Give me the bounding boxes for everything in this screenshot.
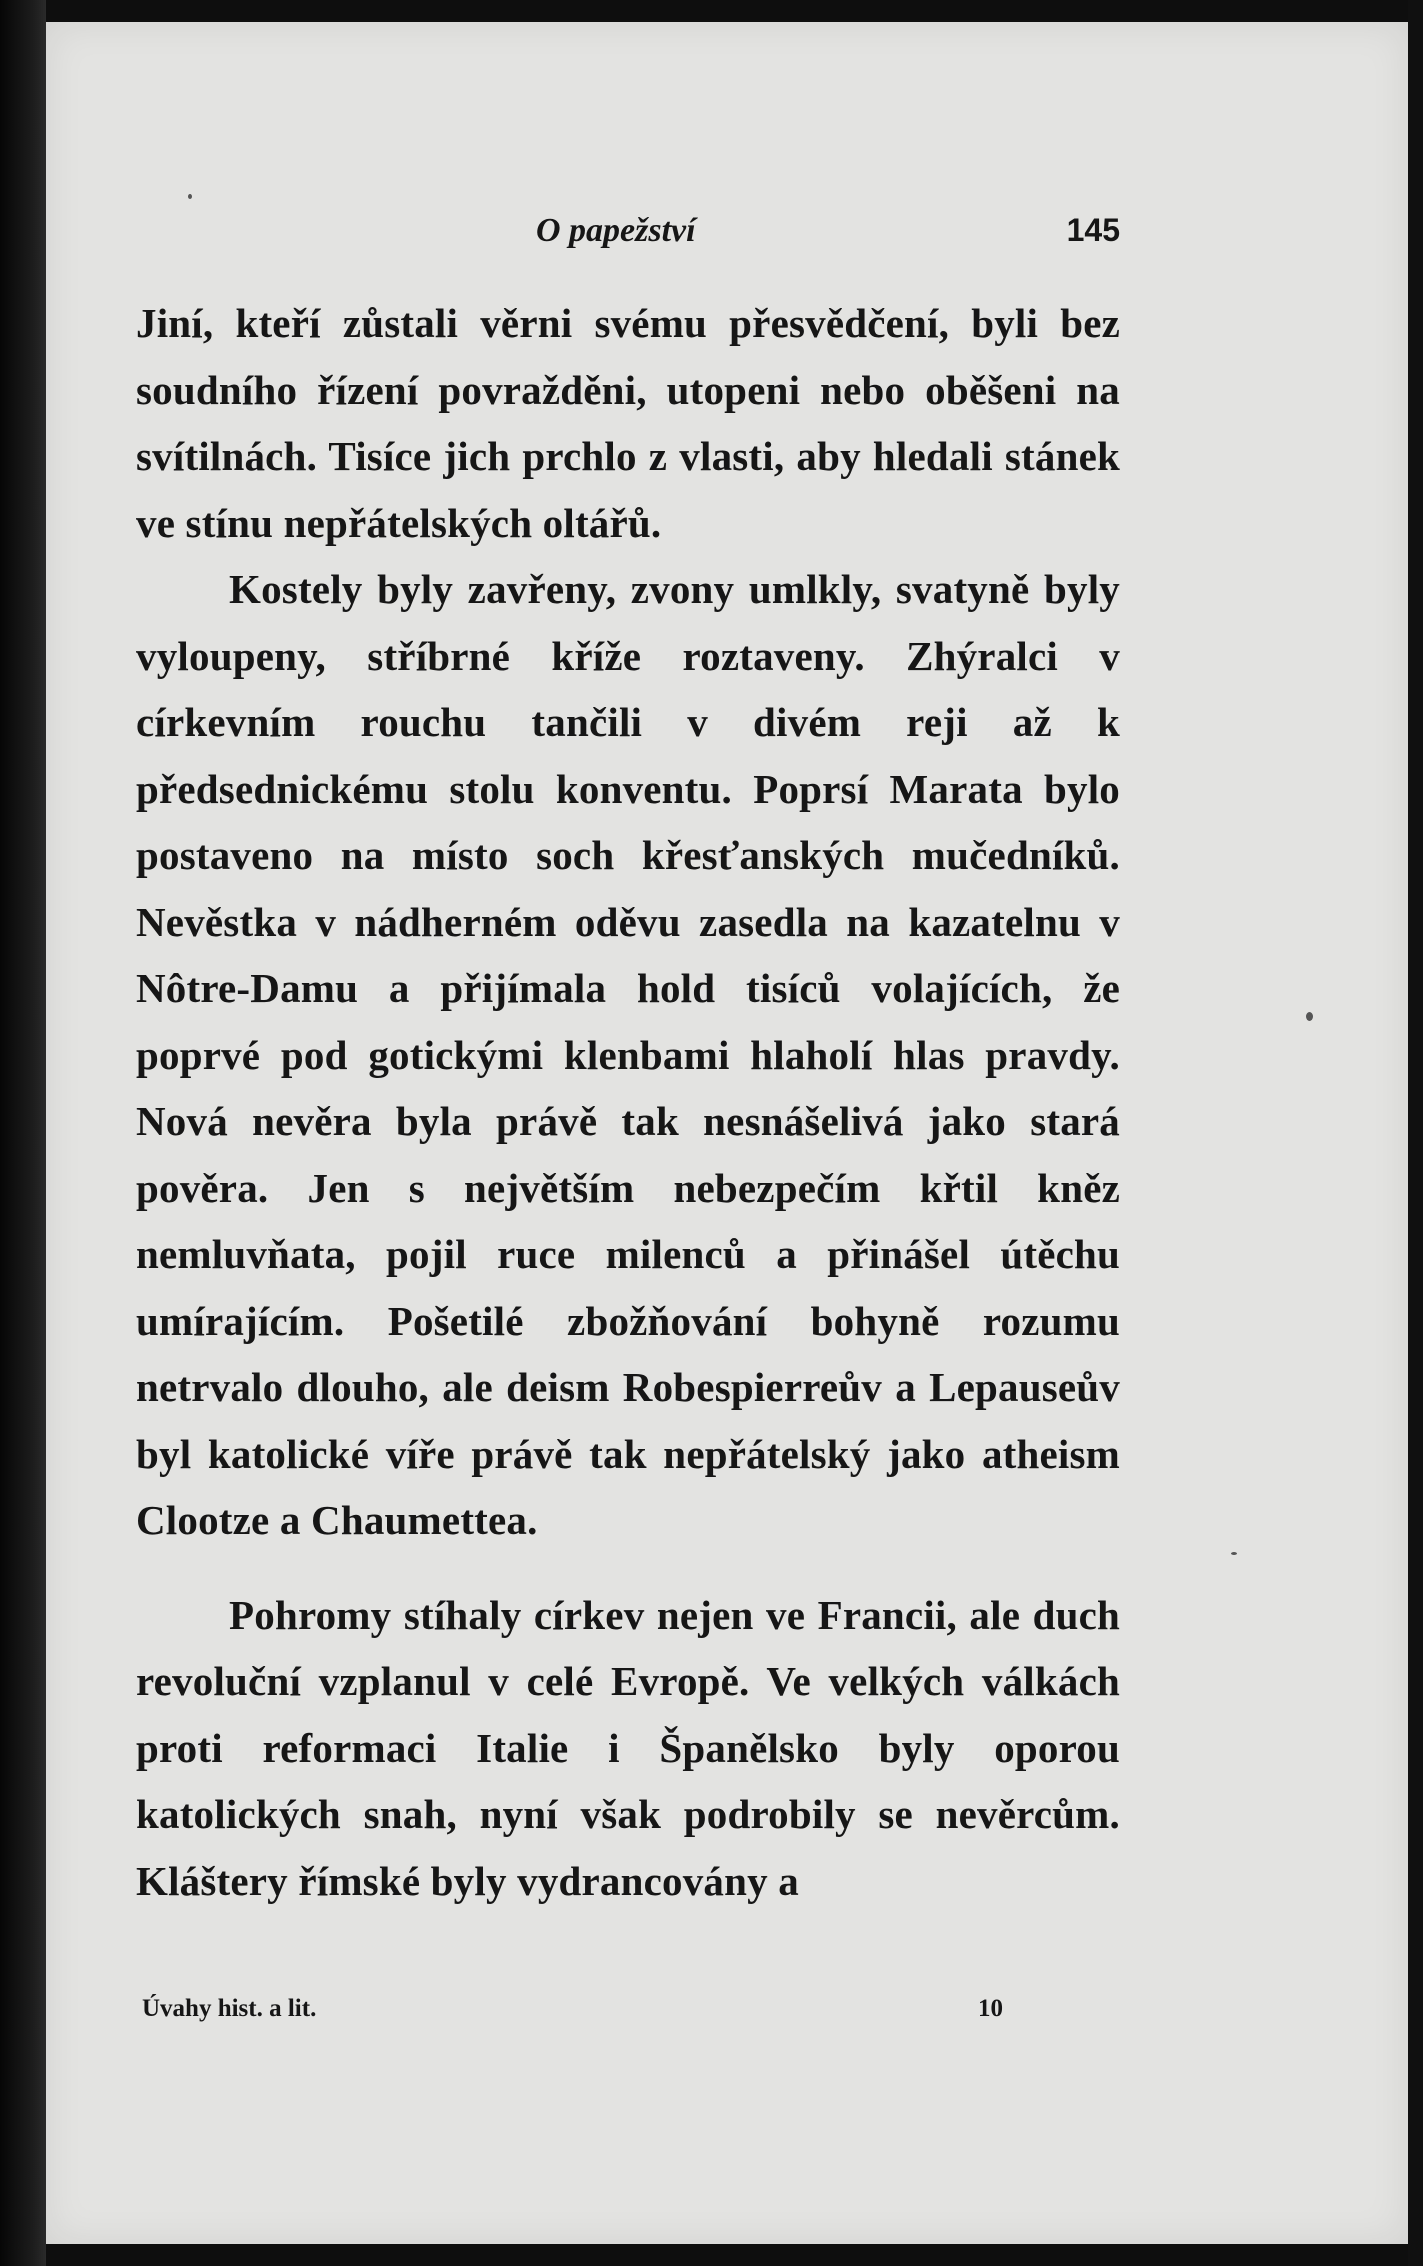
running-head-title: O papežství [536, 212, 696, 249]
footer-sheet-number: 10 [978, 1995, 1003, 2022]
left-scan-edge [0, 0, 46, 2266]
body-text [136, 290, 1120, 1914]
page-footer [136, 1995, 1120, 2035]
paragraph-2: Kostely byly zavřeny, zvony umlkly, svatyně byly vyloupeny, stříbrné kříže roztaveny. Zhýralci v církevním rouchu tančili v divém reji až k předsednickému stolu konventu. Poprsí Marata bylo postaveno na místo soch křesťanských mučedníků. Nevěstka v nádherném oděvu zasedla na kazatelnu v Nôtre-Damu a přijímala hold tisíců volajících, že poprvé pod gotickými klenbami hlaholí hlas pravdy. Nová nevěra byla právě tak nesnášelivá jako stará pověra. Jen s největším nebezpečím křtil kněz nemluvňata, pojil ruce milenců a přinášel útěchu umírajícím. Pošetilé zbožňování bohyně rozumu netrvalo dlouho, ale deism Robespierreův a Lepauseův byl katolické víře právě tak nepřátelský jako atheism Clootze a Chaumettea. [136, 566, 1120, 1543]
paper-speck [1306, 1012, 1313, 1021]
paragraph-gap [136, 1554, 1120, 1582]
paper-speck [188, 194, 192, 199]
paragraph-1: Jiní, kteří zůstali věrni svému přesvědčení, byli bez soudního řízení povražděni, utopeni nebo oběšeni na svítilnách. Tisíce jich prchlo z vlasti, aby hledali stánek ve stínu nepřátelských oltářů. [136, 300, 1120, 546]
paper-speck [1231, 1552, 1237, 1555]
right-scan-edge [1408, 0, 1423, 2266]
running-head [136, 212, 1120, 262]
paragraph-3: Pohromy stíhaly církev nejen ve Francii, ale duch revoluční vzplanul v celé Evropě. Ve velkých válkách proti reformaci Italie i Španělsko byly oporou katolických snah, nyní však podrobily se nevěrcům. Kláštery římské byly vydrancovány a [136, 1591, 1120, 1904]
footer-signature: Úvahy hist. a lit. [142, 1995, 317, 2022]
page-number: 145 [1066, 212, 1120, 248]
